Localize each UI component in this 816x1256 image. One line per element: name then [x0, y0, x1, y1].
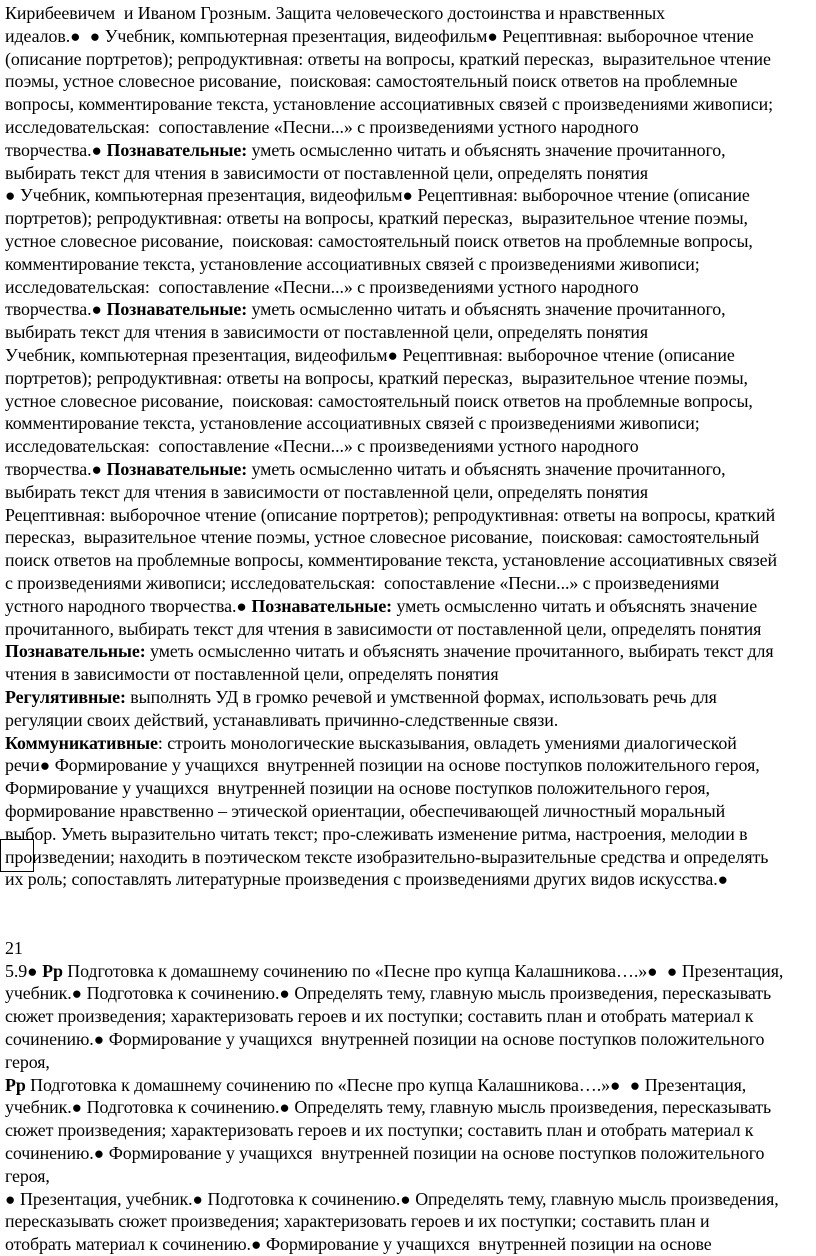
text-line	[5, 1119, 753, 1142]
text-run: Подготовка к домашнему сочинению по «Песне про купца Калашникова….»	[62, 960, 648, 981]
text-line	[5, 298, 726, 321]
text-run: Учебник, компьютерная презентация, видеофильм	[5, 345, 388, 365]
text-run: устное словесное рисование, поисковая: самостоятельный поиск ответов на проблемные вопросы,	[5, 390, 753, 411]
text-line	[5, 481, 648, 504]
text-run: поэмы, устное словесное рисование, поисковая: самостоятельный поиск ответов на проблемные	[5, 71, 738, 92]
text-run: героя,	[5, 1051, 50, 1072]
bold-label: Познавательные:	[106, 459, 248, 479]
text-line	[5, 344, 735, 367]
text-line	[5, 1028, 764, 1051]
bullet-icon: ●	[91, 459, 107, 479]
text-line	[5, 1074, 746, 1097]
bold-label: Регулятивные:	[5, 687, 126, 707]
text-line	[5, 139, 726, 162]
bullet-icon: ●	[717, 869, 728, 890]
text-line	[5, 48, 771, 71]
bullet-icon: ●	[93, 1029, 109, 1049]
text-run: сюжет произведения; характеризовать героев и их поступки; составить план и отобрать материал к	[5, 1120, 754, 1141]
text-run: Рецептивная: выборочное чтение (описание портретов); репродуктивная: ответы на вопросы, краткий	[5, 504, 776, 525]
text-run: Презентация,	[644, 1074, 747, 1095]
text-run: идеалов.	[5, 25, 71, 46]
text-run: Рецептивная: выборочное чтение (описание	[417, 185, 750, 206]
text-run: (описание портретов); репродуктивная: ответы на вопросы, краткий пересказ, выразительное чтение	[5, 48, 771, 69]
bullet-icon: ●	[400, 1188, 416, 1209]
text-run: комментирование текста, установление ассоциативных связей с произведениями живописи;	[5, 413, 700, 434]
text-line	[5, 2, 665, 25]
text-line	[5, 412, 700, 435]
bold-label: Познавательные:	[106, 299, 248, 320]
bullet-icon: ●	[91, 299, 107, 320]
text-line	[5, 572, 719, 595]
text-line	[5, 70, 737, 93]
text-run: регуляции своих действий, устанавливать причинно-следственные связи.	[5, 709, 559, 730]
bullet-icon: ●	[5, 185, 20, 206]
bullet-icon: ●	[71, 983, 87, 1004]
text-run: учебник.	[5, 983, 72, 1004]
text-run: творчества.	[5, 299, 92, 320]
text-run: уметь осмысленно читать и объяснять значение	[392, 595, 758, 616]
text-run: устное словесное рисование, поисковая: самостоятельный поиск ответов на проблемные вопросы,	[5, 231, 753, 251]
bullet-icon: ●	[279, 983, 295, 1004]
bullet-icon: ● ●	[70, 25, 105, 46]
bullet-icon: ● ●	[610, 1074, 645, 1095]
text-line	[5, 709, 558, 732]
bullet-icon: ●	[387, 345, 403, 365]
text-line	[5, 93, 773, 116]
text-line	[5, 754, 760, 777]
bold-label: Рр	[42, 960, 63, 981]
text-line	[5, 549, 777, 572]
text-line	[5, 435, 639, 458]
text-line	[5, 1142, 764, 1165]
text-run: сюжет произведения; характеризовать героев и их поступки; составить план и отобрать материал к	[5, 1006, 754, 1027]
text-line	[5, 868, 728, 891]
text-line	[5, 276, 639, 299]
text-line	[5, 982, 771, 1005]
text-run: Подготовка к сочинению.	[86, 1097, 280, 1118]
text-run: выбирать текст для чтения в зависимости от поставленной цели, определять понятия	[5, 322, 649, 343]
text-line	[5, 230, 753, 253]
text-run: Кирибеевичем и Иваном Грозным. Защита человеческого достоинства и нравственных	[5, 3, 666, 23]
text-line	[5, 595, 757, 618]
text-run: выбирать текст для чтения в зависимости от поставленной цели, определять понятия	[5, 162, 649, 183]
text-line	[5, 1005, 753, 1028]
text-line	[5, 321, 648, 344]
text-run: их роль; сопоставлять литературные произведения с произведениями других видов искусства.	[5, 869, 718, 890]
text-run: 21	[5, 937, 23, 958]
text-line	[5, 777, 710, 800]
text-line	[5, 458, 726, 481]
text-line	[5, 162, 648, 185]
text-run: уметь осмысленно читать и объяснять значение прочитанного, выбирать текст для	[145, 641, 774, 662]
bold-label: Коммуникативные	[5, 732, 158, 753]
text-run: Формирование у учащихся внутренней позиции на основе поступков положительного	[108, 1029, 765, 1049]
text-run: поиск ответов на проблемные вопросы, комментирование текста, установление ассоциативных связей	[5, 550, 777, 571]
text-run: Формирование у учащихся внутренней позиции на основе поступков положительного героя,	[5, 778, 710, 799]
text-run: Учебник, компьютерная презентация, видеофильм	[104, 25, 488, 46]
bullet-icon: ●	[236, 595, 252, 616]
text-line	[5, 937, 23, 960]
text-line	[5, 526, 759, 549]
text-run: выполнять УД в громко речевой и умственной формах, использовать речь для	[125, 687, 717, 707]
text-run: исследовательская: сопоставление «Песни...» с произведениями устного народного	[5, 276, 639, 297]
text-line	[5, 618, 761, 641]
text-run: 5.9	[5, 960, 28, 981]
text-run: чтения в зависимости от поставленной цели, определять понятия	[5, 664, 499, 685]
bullet-icon: ●	[27, 960, 43, 981]
bullet-icon: ● ●	[647, 960, 682, 981]
text-run: портретов); репродуктивная: ответы на вопросы, краткий пересказ, выразительное чтение поэмы,	[5, 208, 748, 229]
bullet-icon: ●	[91, 139, 107, 160]
text-run: выбор. Уметь выразительно читать текст; про-слеживать изменение ритма, настроения, мелодии в	[5, 823, 748, 844]
bullet-icon: ●	[192, 1188, 208, 1209]
bold-label: Рр	[5, 1074, 26, 1095]
text-run: Подготовка к домашнему сочинению по «Песне про купца Калашникова….»	[25, 1074, 610, 1095]
text-line	[5, 1210, 709, 1233]
text-run: Определять тему, главную мысль произведения, пересказывать	[294, 983, 772, 1004]
text-line	[5, 663, 499, 686]
text-run: исследовательская: сопоставление «Песни...» с произведениями устного народного	[5, 117, 639, 137]
bold-label: Познавательные:	[106, 139, 248, 160]
text-line	[5, 1096, 771, 1119]
text-line	[5, 116, 639, 139]
text-line	[5, 25, 754, 48]
text-run: уметь осмысленно читать и объяснять значение прочитанного,	[247, 459, 726, 479]
text-run: пересказывать сюжет произведения; характеризовать героев и их поступки; составить план и	[5, 1211, 710, 1232]
text-line	[5, 1188, 779, 1211]
text-run: Рецептивная: выборочное чтение	[502, 25, 754, 46]
bold-label: Познавательные:	[251, 595, 393, 616]
text-line	[5, 640, 774, 663]
text-run: прочитанного, выбирать текст для чтения в зависимости от поставленной цели, определять понятия	[5, 618, 762, 639]
text-run: формирование нравственно – этической ориентации, обеспечивающей личностный моральный	[5, 801, 726, 821]
text-line	[5, 960, 783, 983]
text-line	[5, 823, 748, 846]
text-run: Презентация,	[681, 960, 784, 981]
text-run: исследовательская: сопоставление «Песни...» с произведениями устного народного	[5, 436, 639, 457]
text-run: Учебник, компьютерная презентация, видеофильм	[20, 185, 403, 206]
text-run: творчества.	[5, 459, 92, 479]
bullet-icon: ●	[5, 1188, 20, 1209]
text-run: речи	[5, 755, 40, 776]
text-run: вопросы, комментирование текста, установление ассоциативных связей с произведениями живописи;	[5, 94, 773, 115]
bullet-icon: ●	[250, 1234, 266, 1255]
text-run: уметь осмысленно читать и объяснять значение прочитанного,	[247, 299, 726, 320]
text-run: уметь осмысленно читать и объяснять значение прочитанного,	[247, 139, 726, 160]
text-line	[5, 207, 748, 230]
text-line	[5, 184, 750, 207]
text-line	[5, 686, 717, 709]
text-run: выбирать текст для чтения в зависимости от поставленной цели, определять понятия	[5, 481, 649, 502]
text-run: Определять тему, главную мысль произведения,	[415, 1188, 779, 1209]
bold-label: Познавательные:	[5, 641, 146, 662]
text-line	[5, 732, 737, 755]
text-run: Подготовка к сочинению.	[207, 1188, 401, 1209]
text-run: сочинению.	[5, 1029, 94, 1049]
text-run: комментирование текста, установление ассоциативных связей с произведениями живописи;	[5, 253, 700, 274]
text-run: Формирование у учащихся внутренней позиции на основе поступков положительного героя,	[54, 755, 760, 776]
text-line	[5, 504, 775, 527]
text-run: Рецептивная: выборочное чтение (описание	[402, 345, 735, 365]
text-line	[5, 1051, 50, 1074]
bullet-icon: ●	[93, 1143, 109, 1163]
text-run: устного народного творчества.	[5, 595, 237, 616]
text-line	[5, 390, 753, 413]
text-run: портретов); репродуктивная: ответы на вопросы, краткий пересказ, выразительное чтение поэмы,	[5, 367, 748, 388]
text-run: произведении; находить в поэтическом тексте изобразительно-выразительные средства и определять	[5, 846, 769, 867]
bullet-icon: ●	[71, 1097, 87, 1118]
text-line	[5, 1233, 712, 1256]
text-run: героя,	[5, 1165, 50, 1186]
text-line	[5, 1165, 50, 1188]
text-run: Презентация, учебник.	[20, 1188, 193, 1209]
text-run: Подготовка к сочинению.	[86, 983, 280, 1004]
text-run: сочинению.	[5, 1143, 94, 1163]
text-run: отобрать материал к сочинению.	[5, 1234, 251, 1255]
text-line	[5, 800, 725, 823]
bullet-icon: ●	[279, 1097, 295, 1118]
text-run: : строить монологические высказывания, овладеть умениями диалогической	[157, 732, 737, 753]
text-run: Формирование у учащихся внутренней позиции на основе	[265, 1234, 712, 1255]
text-run: Определять тему, главную мысль произведения, пересказывать	[294, 1097, 772, 1118]
text-line	[5, 367, 748, 390]
text-line	[5, 846, 768, 869]
bullet-icon: ●	[487, 25, 503, 46]
text-run: пересказ, выразительное чтение поэмы, устное словесное рисование, поисковая: самостоятельный	[5, 527, 760, 548]
bullet-icon: ●	[402, 185, 418, 206]
text-run: Формирование у учащихся внутренней позиции на основе поступков положительного	[108, 1143, 765, 1163]
text-run: с произведениями живописи; исследовательская: сопоставление «Песни...» с произведениями	[5, 573, 720, 593]
text-run: творчества.	[5, 139, 92, 160]
bullet-icon: ●	[39, 755, 55, 776]
text-run: учебник.	[5, 1097, 72, 1118]
text-line	[5, 253, 700, 276]
